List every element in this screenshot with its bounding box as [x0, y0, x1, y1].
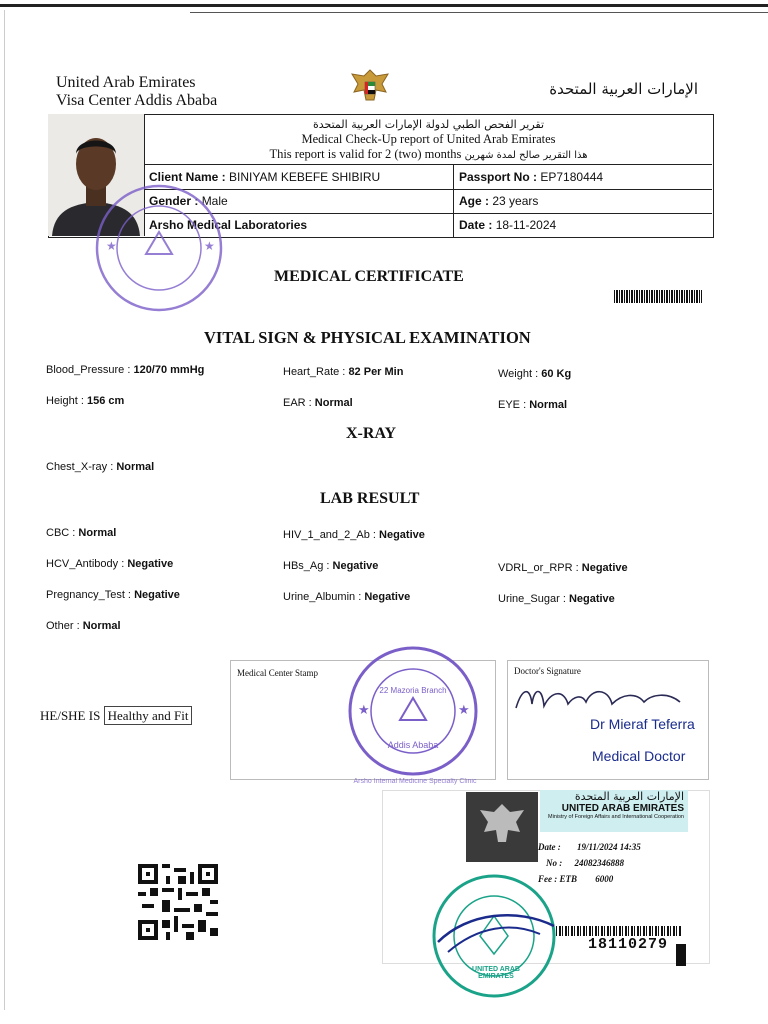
- svg-text:★: ★: [458, 702, 470, 717]
- medical-center-stamp-label: Medical Center Stamp: [237, 668, 318, 678]
- uae-stamp-title: UNITED ARAB EMIRATES: [561, 803, 684, 814]
- validity-note-en: This report is valid for 2 (two) months: [269, 147, 462, 161]
- scan-left-edge: [4, 10, 5, 1010]
- clinic-stamp-top-icon: [84, 182, 234, 314]
- vital-blood-pressure: Blood_Pressure : 120/70 mmHg: [46, 364, 205, 376]
- lab-vdrl: VDRL_or_RPR : Negative: [498, 562, 628, 574]
- barcode-icon: [614, 290, 702, 303]
- uae-stamp-header: [540, 790, 688, 832]
- org-name-arabic: الإمارات العربية المتحدة: [549, 80, 698, 98]
- clinic-stamp-icon: [338, 644, 488, 778]
- scan-top-edge-thin: [190, 12, 768, 13]
- age-label: Age :: [459, 194, 489, 208]
- uae-fee-row: Fee : ETB 6000: [538, 874, 614, 884]
- lab-urine-sugar: Urine_Sugar : Negative: [498, 593, 615, 605]
- uae-falcon-emblem-icon: [344, 66, 396, 110]
- doctor-signature-icon: [512, 678, 684, 718]
- uae-hologram: [466, 792, 538, 862]
- xray-section-title: X-RAY: [346, 425, 397, 442]
- uae-number-row: No : 24082346888: [546, 858, 624, 868]
- gender-label: Gender :: [149, 194, 199, 208]
- age-cell: [455, 189, 711, 213]
- svg-text:★: ★: [358, 702, 370, 717]
- org-name: [56, 74, 217, 110]
- scan-top-edge: [0, 4, 768, 7]
- uae-date-row: Date : 19/11/2024 14:35: [538, 842, 641, 852]
- report-title-block: [145, 114, 712, 165]
- lab-hiv: HIV_1_and_2_Ab : Negative: [283, 529, 425, 541]
- uae-seal-ring-text: UNITED ARAB EMIRATES: [472, 966, 520, 980]
- uae-stamp-arabic-title: الإمارات العربية المتحدة: [574, 790, 684, 803]
- report-title-arabic: تقرير الفحص الطبي لدولة الإمارات العربية المتحدة: [312, 118, 545, 131]
- uae-hologram-falcon-icon: [466, 792, 538, 862]
- doctor-title: Medical Doctor: [592, 748, 686, 764]
- conclusion-prefix: HE/SHE IS: [40, 708, 101, 723]
- clinic-stamp-branch: 22 Mazoria Branch: [379, 686, 447, 695]
- vital-eye: EYE : Normal: [498, 399, 568, 411]
- age-value: 23 years: [492, 194, 539, 208]
- vital-ear: EAR : Normal: [283, 397, 353, 409]
- validity-note: [145, 147, 712, 163]
- vital-weight: Weight : 60 Kg: [498, 368, 572, 380]
- doctor-name: Dr Mieraf Teferra: [590, 716, 695, 732]
- client-name-value: BINIYAM KEBEFE SHIBIRU: [229, 170, 381, 184]
- date-cell: [455, 213, 711, 237]
- xray-chest: Chest_X-ray : Normal: [46, 461, 155, 473]
- uae-serial: 18110279: [588, 936, 669, 953]
- svg-text:★: ★: [204, 239, 215, 253]
- vital-heart-rate: Heart_Rate : 82 Per Min: [283, 366, 404, 378]
- client-name-label: Client Name :: [149, 170, 226, 184]
- clinic-stamp-city: Addis Ababa: [387, 740, 439, 750]
- vitals-section-title: VITAL SIGN & PHYSICAL EXAMINATION: [204, 328, 531, 347]
- uae-stamp-ministry: Ministry of Foreign Affairs and International Cooperation: [548, 814, 684, 820]
- vital-height: Height : 156 cm: [46, 395, 125, 407]
- passport-cell: [455, 165, 711, 189]
- certificate-title: MEDICAL CERTIFICATE: [274, 268, 464, 285]
- health-conclusion: [40, 708, 192, 724]
- doctor-signature-label: Doctor's Signature: [514, 666, 581, 676]
- lab-name: Arsho Medical Laboratories: [149, 218, 308, 232]
- validity-note-arabic: هذا التقرير صالح لمدة شهرين: [464, 150, 588, 161]
- org-line-2: Visa Center Addis Ababa: [56, 92, 218, 109]
- gender-value: Male: [201, 194, 228, 208]
- conclusion-status: Healthy and Fit: [104, 706, 193, 725]
- lab-hbs: HBs_Ag : Negative: [283, 560, 379, 572]
- lab-other: Other : Normal: [46, 620, 121, 632]
- svg-text:★: ★: [106, 239, 117, 253]
- lab-pregnancy: Pregnancy_Test : Negative: [46, 589, 180, 601]
- org-line-1: United Arab Emirates: [56, 74, 196, 91]
- uae-stamp-corner: [676, 944, 686, 966]
- qr-code-icon: [138, 864, 218, 940]
- lab-section-title: LAB RESULT: [320, 490, 420, 507]
- clinic-stamp-ring-text: Arsho Internal Medicine Specialty Clinic: [353, 778, 477, 785]
- lab-cbc: CBC : Normal: [46, 527, 117, 539]
- date-value: 18-11-2024: [495, 218, 557, 232]
- passport-label: Passport No :: [459, 170, 538, 184]
- uae-barcode-icon: [556, 926, 682, 936]
- passport-value: EP7180444: [540, 170, 604, 184]
- lab-hcv: HCV_Antibody : Negative: [46, 558, 174, 570]
- lab-urine-albumin: Urine_Albumin : Negative: [283, 591, 411, 603]
- report-title: Medical Check-Up report of United Arab Emirates: [301, 132, 556, 146]
- date-label: Date :: [459, 218, 493, 232]
- uae-green-seal-icon: [428, 872, 560, 1000]
